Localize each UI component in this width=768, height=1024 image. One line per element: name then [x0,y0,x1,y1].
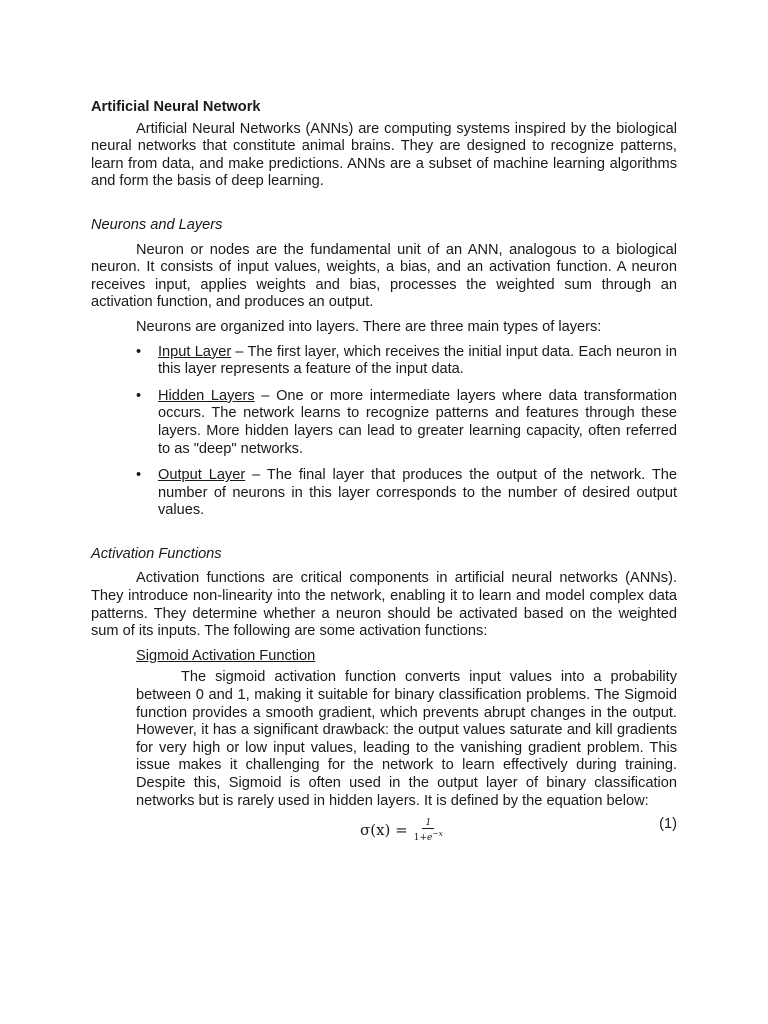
sigmoid-paragraph: The sigmoid activation function converts input values into a probability between 0 and 1, making it suitable for binary classification problems. The Sigmoid function provides a smooth gradient, which prevents abrupt changes in the output. However, it has a significant drawback: the output values saturate and kill gradients for very high or low input values, leading to the vanishing gradient problem. This issue makes it challenging for the network to learn effectively during training. Despite this, Sigmoid is often used in the output layer of binary classification networks but is rarely used in hidden layers. It is defined by the equation below: [136,669,677,809]
neurons-paragraph-2: Neurons are organized into layers. There are three main types of layers: [136,318,602,335]
intro-paragraph: Artificial Neural Networks (ANNs) are computing systems inspired by the biological neural networks that constitute animal brains. They are designed to recognize patterns, learn from data, and make predictions. ANNs are a subset of machine learning algorithms and form the basis of deep learning. [91,120,677,190]
denominator-exponent: −x [432,829,443,839]
list-text: – The final layer that produces the output of the network. The number of neurons in this layer corresponds to the number of desired output values. [158,467,677,519]
list-text: – The first layer, which receives the initial input data. Each neuron in this layer represents a feature of the input data. [158,343,677,378]
fraction-denominator [411,829,446,843]
list-term: Output Layer [158,467,246,484]
bullet-icon: • [136,467,142,484]
denominator-base: 1+ [413,833,428,844]
bullet-icon: • [136,343,142,360]
fraction-numerator: 1 [422,818,434,829]
list-item-output-layer [91,467,677,520]
sigmoid-equation [91,814,677,844]
subsection-heading-sigmoid: Sigmoid Activation Function [136,647,316,664]
list-term: Hidden Layers [158,387,255,404]
activation-paragraph: Activation functions are critical components in artificial neural networks (ANNs). They introduce non-linearity into the network, enabling it to learn and model complex data patterns. They determine whether a neuron should be activated based on the weighted sum of its inputs. The following are some activation functions: [91,570,677,640]
section-heading-activation: Activation Functions [91,545,222,562]
equation-fraction [411,818,446,843]
document-title: Artificial Neural Network [91,99,261,115]
list-item-input-layer [91,344,677,379]
bullet-icon: • [136,387,142,404]
document-page [91,99,677,844]
denominator-exp-base: e [427,833,433,844]
neurons-paragraph-1: Neuron or nodes are the fundamental unit of an ANN, analogous to a biological neuron. It consists of input values, weights, a bias, and an activation function. A neuron receives input, applies weights and bias, processes the weighted sum through an activation function, and produces an output. [91,241,677,311]
list-term: Input Layer [158,343,232,360]
section-heading-neurons: Neurons and Layers [91,216,223,233]
layer-types-list [91,344,677,520]
equation-number: (1) [659,816,677,833]
equation-lhs: σ(x) = [360,820,408,839]
list-text: – One or more intermediate layers where data transformation occurs. The network learns to recognize patterns and features through these layers. More hidden layers can lead to greater learning capacity, often referred to as "deep" networks. [158,387,677,457]
list-item-hidden-layers [91,388,677,458]
equation-body [360,818,446,843]
